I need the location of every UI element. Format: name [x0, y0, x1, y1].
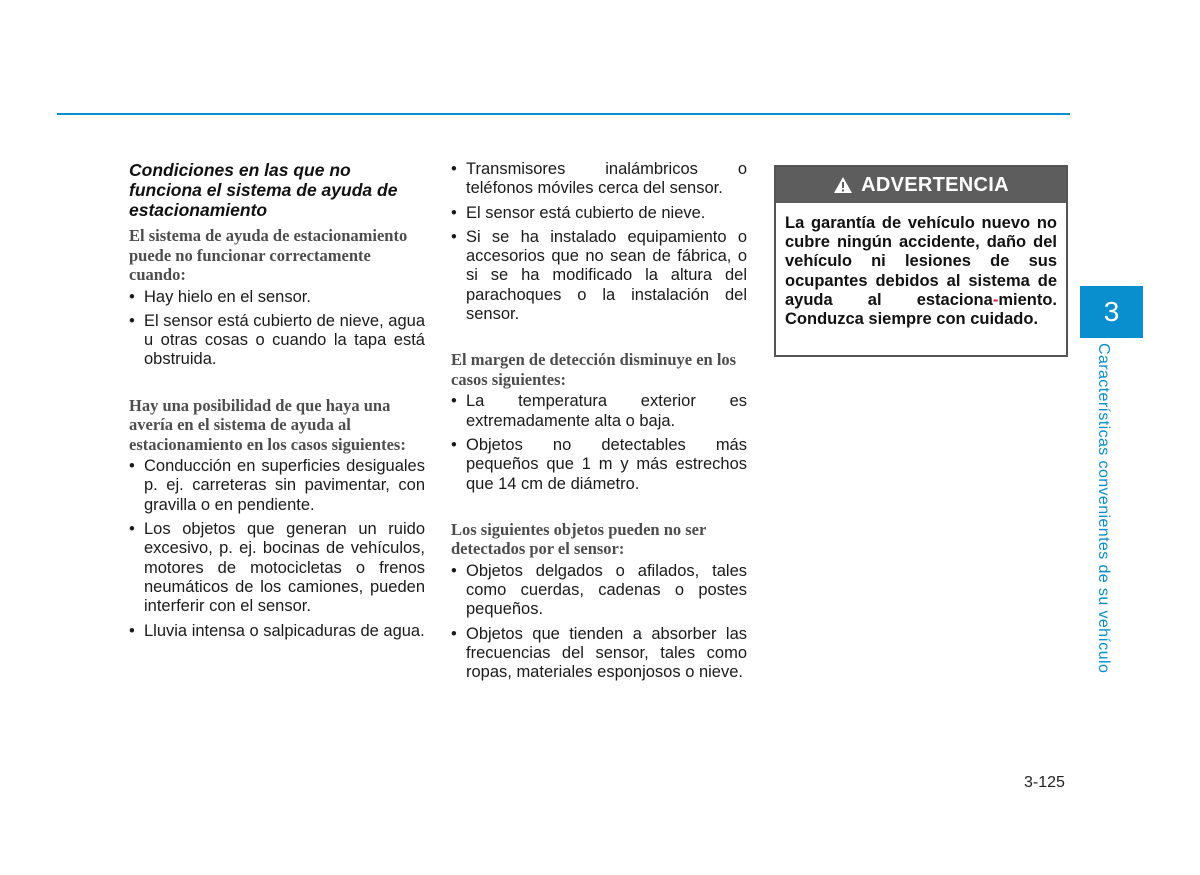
list-item: • El sensor está cubierto de nieve, agua u otras cosas o cuando la tapa está obstruida.: [129, 311, 425, 369]
section3-list: [451, 392, 747, 493]
list-item: • La temperatura exterior es extremadamente alta o baja.: [451, 392, 747, 430]
section-subtitle: Condiciones en las que no funciona el sistema de ayuda de estacionamiento: [129, 160, 398, 220]
list-item: • Transmisores inalámbricos o teléfonos móviles cerca del sensor.: [451, 160, 747, 198]
warning-header: [776, 167, 1066, 203]
page-number: 3-125: [1024, 774, 1065, 791]
warning-text: La garantía de vehículo nuevo no cubre ningún accidente, daño del vehículo ni lesiones de sus ocupantes debidos al sistema de ayuda al estaciona-miento. Conduzca siempre con cuidado.: [785, 214, 1057, 329]
top-rule: [57, 113, 1070, 115]
list-item: • Los objetos que generan un ruido excesivo, p. ej. bocinas de vehículos, motores de motocicletas o frenos neumáticos de los camiones, pueden interferir con el sensor.: [129, 520, 425, 616]
section3-heading: El margen de detección disminuye en los casos siguientes:: [451, 350, 737, 389]
list-item: • Si se ha instalado equipamiento o accesorios que no sean de fábrica, o si se ha modificado la altura del parachoques o la instalación del sensor.: [451, 227, 747, 324]
section4-list: [451, 562, 747, 683]
middle-column: [451, 160, 747, 688]
section2-list: [129, 457, 425, 641]
section1-list: [129, 288, 425, 370]
chapter-tab[interactable]: 3: [1080, 286, 1143, 338]
warning-box: [774, 165, 1068, 357]
list-item: • Objetos que tienden a absorber las frecuencias del sensor, tales como ropas, materiales esponjosos o nieve.: [451, 624, 747, 682]
list-item: • Lluvia intensa o salpicaduras de agua.: [129, 621, 425, 640]
list-item: • Objetos delgados o afilados, tales como cuerdas, cadenas o postes pequeños.: [451, 561, 747, 619]
list-item: • Conducción en superficies desiguales p. ej. carreteras sin pavimentar, con gravilla o en pendiente.: [129, 457, 425, 514]
section2-heading: Hay una posibilidad de que haya una avería en el sistema de ayuda al estacionamiento en los casos siguientes:: [129, 395, 406, 454]
list-item: • El sensor está cubierto de nieve.: [451, 203, 706, 222]
list-item: • Hay hielo en el sensor.: [129, 287, 311, 306]
warning-triangle-icon: [833, 176, 853, 194]
warning-title: ADVERTENCIA: [861, 173, 1009, 196]
list-item: • Objetos no detectables más pequeños que 1 m y más estrechos que 14 cm de diámetro.: [451, 435, 747, 493]
chapter-title: Características convenientes de su vehículo: [1095, 343, 1112, 674]
section4-heading: Los siguientes objetos pueden no ser detectados por el sensor:: [451, 519, 707, 559]
section1-heading: El sistema de ayuda de estacionamiento puede no funcionar correctamente cuando:: [129, 226, 408, 284]
left-column: [129, 160, 425, 646]
continued-list: [451, 160, 747, 324]
